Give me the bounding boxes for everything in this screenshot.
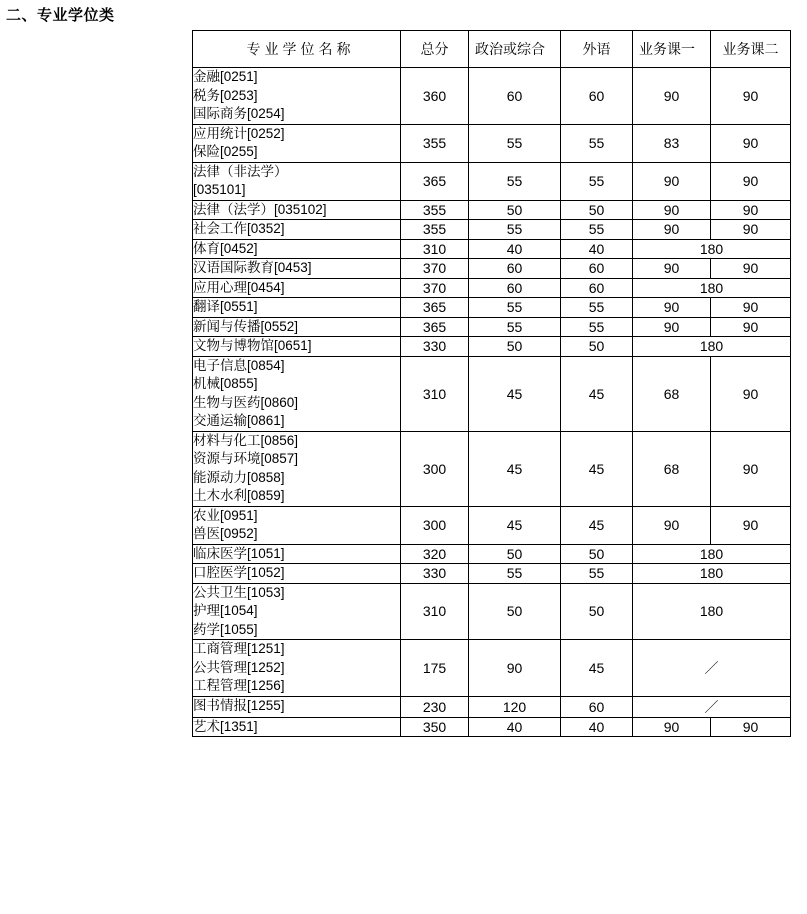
score-table-container: [192, 30, 790, 737]
cell-program-name: [193, 239, 401, 259]
table-row: [193, 717, 791, 737]
cell-foreign-score: 55: [561, 162, 633, 200]
cell-foreign-score: 50: [561, 583, 633, 640]
cell-politics-score: 55: [469, 162, 561, 200]
cell-total-score: 300: [401, 506, 469, 544]
cell-foreign-score: 55: [561, 317, 633, 337]
cell-foreign-score: 60: [561, 68, 633, 125]
table-row: [193, 583, 791, 640]
table-row: [193, 506, 791, 544]
professional-degree-score-table: [192, 30, 791, 737]
cell-program-name: [193, 259, 401, 279]
cell-foreign-score: 50: [561, 337, 633, 357]
cell-foreign-score: 55: [561, 124, 633, 162]
cell-politics-score: 50: [469, 337, 561, 357]
program-name-line: 口腔医学[1052]: [193, 565, 285, 580]
program-name-line: [035101]: [193, 182, 246, 197]
column-header-major-two: 业务课二: [711, 31, 791, 68]
cell-foreign-score: 50: [561, 200, 633, 220]
program-name-line: 电子信息[0854]: [193, 357, 285, 373]
cell-politics-score: 120: [469, 696, 561, 717]
program-name-line: 社会工作[0352]: [193, 221, 285, 236]
cell-program-name: [193, 68, 401, 125]
cell-total-score: 370: [401, 278, 469, 298]
program-name-line: 金融[0251]: [193, 69, 258, 84]
cell-program-name: [193, 506, 401, 544]
cell-total-score: 355: [401, 220, 469, 240]
program-name-line: 公共卫生[1053]: [193, 584, 285, 600]
cell-major-one-score: 90: [633, 162, 711, 200]
cell-major-two-score: 90: [711, 717, 791, 737]
cell-major-combined-score: ／: [633, 696, 791, 717]
cell-foreign-score: 45: [561, 640, 633, 697]
cell-total-score: 330: [401, 564, 469, 584]
program-name-line: 能源动力[0858]: [193, 469, 285, 485]
cell-politics-score: 40: [469, 717, 561, 737]
table-row: [193, 337, 791, 357]
cell-major-two-score: 90: [711, 298, 791, 318]
cell-program-name: [193, 278, 401, 298]
cell-major-two-score: 90: [711, 506, 791, 544]
cell-foreign-score: 45: [561, 431, 633, 506]
cell-foreign-score: 50: [561, 544, 633, 564]
program-name-line: 材料与化工[0856]: [193, 432, 299, 448]
program-name-line: 艺术[1351]: [193, 718, 258, 734]
program-name-line: 交通运输[0861]: [193, 413, 285, 428]
table-row: [193, 431, 791, 506]
cell-program-name: [193, 317, 401, 337]
cell-total-score: 355: [401, 200, 469, 220]
program-name-line: 工商管理[1251]: [193, 641, 285, 656]
cell-total-score: 330: [401, 337, 469, 357]
cell-total-score: 360: [401, 68, 469, 125]
cell-foreign-score: 60: [561, 696, 633, 717]
cell-program-name: [193, 356, 401, 431]
column-header-foreign: 外语: [561, 31, 633, 68]
cell-politics-score: 45: [469, 356, 561, 431]
table-row: [193, 298, 791, 318]
table-row: [193, 239, 791, 259]
cell-total-score: 370: [401, 259, 469, 279]
cell-major-two-score: 90: [711, 68, 791, 125]
program-name-line: 汉语国际教育[0453]: [193, 260, 312, 275]
cell-major-two-score: 90: [711, 317, 791, 337]
program-name-line: 应用统计[0252]: [193, 125, 285, 141]
program-name-line: 生物与医药[0860]: [193, 394, 299, 410]
cell-politics-score: 50: [469, 583, 561, 640]
cell-major-two-score: 90: [711, 162, 791, 200]
cell-major-one-score: 90: [633, 298, 711, 318]
cell-major-combined-score: 180: [633, 564, 791, 584]
cell-program-name: [193, 640, 401, 697]
cell-foreign-score: 40: [561, 717, 633, 737]
program-name-line: 资源与环境[0857]: [193, 451, 299, 466]
cell-major-two-score: 90: [711, 259, 791, 279]
cell-politics-score: 60: [469, 259, 561, 279]
cell-major-one-score: 90: [633, 68, 711, 125]
column-header-name: 专业学位名称: [193, 31, 401, 68]
cell-program-name: [193, 200, 401, 220]
cell-politics-score: 55: [469, 298, 561, 318]
cell-major-one-score: 83: [633, 124, 711, 162]
cell-major-combined-score: 180: [633, 583, 791, 640]
table-row: [193, 259, 791, 279]
table-row: [193, 220, 791, 240]
cell-foreign-score: 40: [561, 239, 633, 259]
table-row: [193, 696, 791, 717]
table-header-row: [193, 31, 791, 68]
cell-politics-score: 55: [469, 317, 561, 337]
cell-politics-score: 45: [469, 431, 561, 506]
column-header-total: 总分: [401, 31, 469, 68]
cell-foreign-score: 55: [561, 564, 633, 584]
program-name-line: 护理[1054]: [193, 603, 258, 618]
program-name-line: 法律（非法学）: [193, 163, 288, 179]
program-name-line: 工程管理[1256]: [193, 678, 285, 693]
program-name-line: 体育[0452]: [193, 240, 258, 256]
cell-politics-score: 50: [469, 544, 561, 564]
program-name-line: 文物与博物馆[0651]: [193, 338, 312, 353]
cell-major-one-score: 90: [633, 200, 711, 220]
cell-politics-score: 60: [469, 278, 561, 298]
cell-total-score: 310: [401, 583, 469, 640]
table-row: [193, 640, 791, 697]
cell-total-score: 175: [401, 640, 469, 697]
cell-program-name: [193, 337, 401, 357]
table-row: [193, 278, 791, 298]
cell-major-two-score: 90: [711, 124, 791, 162]
cell-major-one-score: 68: [633, 356, 711, 431]
program-name-line: 机械[0855]: [193, 376, 258, 391]
column-header-politics: 政治或综合: [469, 31, 561, 68]
cell-major-one-score: 90: [633, 317, 711, 337]
program-name-line: 兽医[0952]: [193, 526, 258, 541]
cell-total-score: 230: [401, 696, 469, 717]
cell-foreign-score: 45: [561, 506, 633, 544]
cell-major-two-score: 90: [711, 220, 791, 240]
cell-politics-score: 55: [469, 220, 561, 240]
cell-program-name: [193, 583, 401, 640]
cell-total-score: 310: [401, 239, 469, 259]
program-name-line: 新闻与传播[0552]: [193, 318, 299, 334]
cell-major-two-score: 90: [711, 356, 791, 431]
cell-program-name: [193, 298, 401, 318]
program-name-line: 保险[0255]: [193, 144, 258, 159]
cell-program-name: [193, 696, 401, 717]
cell-major-two-score: 90: [711, 431, 791, 506]
cell-major-one-score: 90: [633, 717, 711, 737]
cell-politics-score: 60: [469, 68, 561, 125]
cell-total-score: 300: [401, 431, 469, 506]
program-name-line: 税务[0253]: [193, 87, 258, 103]
cell-program-name: [193, 717, 401, 737]
cell-major-combined-score: 180: [633, 544, 791, 564]
program-name-line: 国际商务[0254]: [193, 106, 285, 121]
cell-major-one-score: 90: [633, 220, 711, 240]
cell-politics-score: 55: [469, 124, 561, 162]
table-row: [193, 564, 791, 584]
cell-program-name: [193, 431, 401, 506]
program-name-line: 图书情报[1255]: [193, 698, 285, 714]
cell-major-one-score: 90: [633, 506, 711, 544]
cell-program-name: [193, 564, 401, 584]
cell-total-score: 365: [401, 317, 469, 337]
program-name-line: 药学[1055]: [193, 621, 258, 637]
cell-program-name: [193, 220, 401, 240]
table-row: [193, 68, 791, 125]
program-name-line: 公共管理[1252]: [193, 659, 285, 675]
cell-total-score: 310: [401, 356, 469, 431]
cell-program-name: [193, 162, 401, 200]
page-title: 二、专业学位类: [6, 7, 115, 24]
cell-foreign-score: 45: [561, 356, 633, 431]
cell-major-combined-score: 180: [633, 239, 791, 259]
cell-major-combined-score: ／: [633, 640, 791, 697]
cell-total-score: 320: [401, 544, 469, 564]
table-row: [193, 544, 791, 564]
table-row: [193, 124, 791, 162]
table-body: [193, 68, 791, 737]
cell-politics-score: 50: [469, 200, 561, 220]
cell-total-score: 350: [401, 717, 469, 737]
cell-total-score: 365: [401, 162, 469, 200]
cell-politics-score: 55: [469, 564, 561, 584]
table-row: [193, 200, 791, 220]
cell-program-name: [193, 544, 401, 564]
cell-politics-score: 45: [469, 506, 561, 544]
cell-total-score: 355: [401, 124, 469, 162]
cell-major-combined-score: 180: [633, 278, 791, 298]
cell-major-one-score: 68: [633, 431, 711, 506]
cell-total-score: 365: [401, 298, 469, 318]
program-name-line: 应用心理[0454]: [193, 279, 285, 295]
cell-major-two-score: 90: [711, 200, 791, 220]
cell-major-combined-score: 180: [633, 337, 791, 357]
program-name-line: 土木水利[0859]: [193, 488, 285, 503]
program-name-line: 农业[0951]: [193, 507, 258, 523]
cell-foreign-score: 60: [561, 259, 633, 279]
table-row: [193, 162, 791, 200]
cell-major-one-score: 90: [633, 259, 711, 279]
cell-foreign-score: 55: [561, 298, 633, 318]
table-row: [193, 356, 791, 431]
program-name-line: 临床医学[1051]: [193, 545, 285, 561]
table-row: [193, 317, 791, 337]
cell-foreign-score: 55: [561, 220, 633, 240]
cell-foreign-score: 60: [561, 278, 633, 298]
program-name-line: 法律（法学）[035102]: [193, 201, 327, 217]
program-name-line: 翻译[0551]: [193, 299, 258, 314]
cell-politics-score: 40: [469, 239, 561, 259]
cell-program-name: [193, 124, 401, 162]
cell-politics-score: 90: [469, 640, 561, 697]
column-header-major-one: 业务课一: [633, 31, 711, 68]
